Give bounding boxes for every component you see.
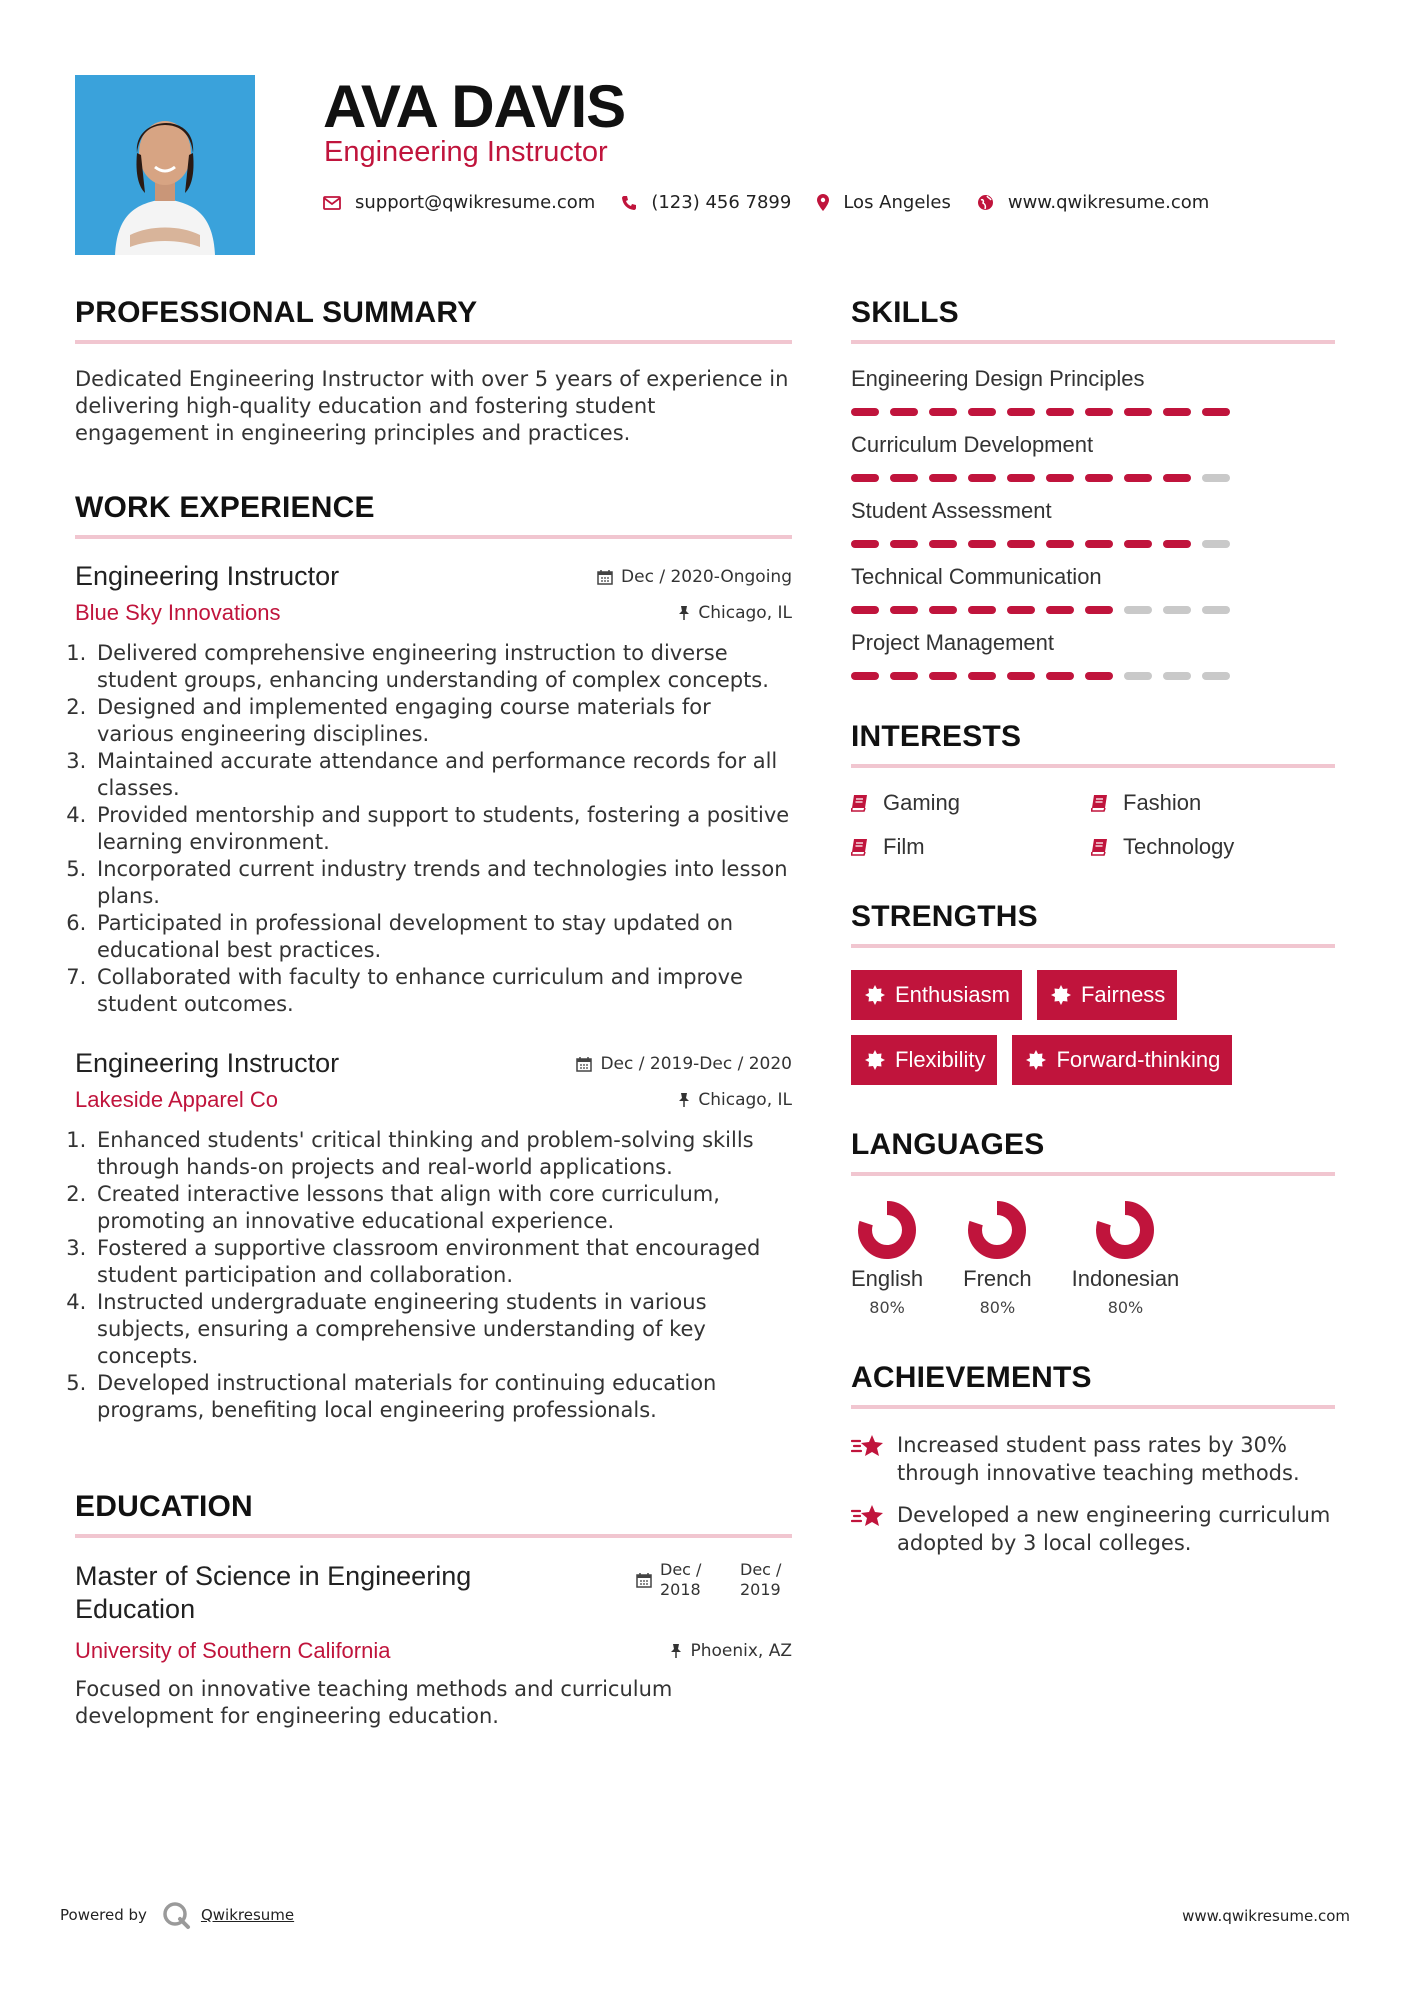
skill-name: Student Assessment bbox=[851, 498, 1052, 523]
list-item: 4. Provided mentorship and support to students, fostering a positive learning environment. bbox=[93, 802, 792, 856]
job-location-text: Chicago, IL bbox=[698, 1090, 792, 1110]
skill-dash-filled bbox=[1124, 408, 1152, 416]
calendar-icon bbox=[576, 1056, 592, 1072]
skill-dash-filled bbox=[1163, 540, 1191, 548]
skill-dash-filled bbox=[1124, 474, 1152, 482]
pushpin-icon bbox=[678, 1092, 690, 1108]
list-item: 7. Collaborated with faculty to enhance curriculum and improve student outcomes. bbox=[93, 964, 792, 1018]
skill-dash-filled bbox=[968, 408, 996, 416]
list-item: 5. Incorporated current industry trends and technologies into lesson plans. bbox=[93, 856, 792, 910]
education-section bbox=[75, 1490, 792, 1730]
achievement-item bbox=[851, 1501, 1335, 1557]
skill-dash-filled bbox=[1007, 540, 1035, 548]
skill-dash-filled bbox=[968, 672, 996, 680]
language-item bbox=[851, 1198, 923, 1317]
interests-section bbox=[851, 720, 1335, 860]
footer-url[interactable]: www.qwikresume.com bbox=[1182, 1907, 1350, 1925]
strength-label: Flexibility bbox=[895, 1047, 986, 1072]
skill-dash-filled bbox=[1007, 672, 1035, 680]
language-progress-arc bbox=[975, 1208, 1019, 1252]
skill-name: Project Management bbox=[851, 630, 1054, 655]
list-item: 1. Delivered comprehensive engineering instruction to diverse student groups, enhancing understanding of complex concepts. bbox=[93, 640, 792, 694]
book-icon bbox=[851, 838, 869, 856]
company-name: Blue Sky Innovations bbox=[75, 600, 281, 625]
education-start: Dec / 2018 bbox=[660, 1560, 702, 1599]
language-item bbox=[1072, 1198, 1180, 1317]
language-progress-ring bbox=[855, 1198, 919, 1262]
language-name: English bbox=[851, 1266, 924, 1291]
strengths-heading: STRENGTHS bbox=[851, 900, 1335, 948]
skills-heading: SKILLS bbox=[851, 296, 1335, 344]
badge-star-icon bbox=[1026, 1050, 1046, 1070]
shooting-star-icon bbox=[851, 1433, 885, 1459]
language-item bbox=[963, 1198, 1031, 1317]
skill-dash-filled bbox=[1046, 606, 1074, 614]
skill-dash-filled bbox=[1163, 474, 1191, 482]
strength-badge bbox=[851, 1035, 997, 1085]
interests-heading: INTERESTS bbox=[851, 720, 1335, 768]
strengths-list bbox=[851, 970, 1335, 1100]
skills-list bbox=[851, 366, 1335, 680]
job-dates bbox=[597, 567, 792, 587]
map-pin-icon bbox=[817, 194, 829, 211]
skill-dash-filled bbox=[968, 540, 996, 548]
skill-dash-filled bbox=[851, 606, 879, 614]
interest-label: Gaming bbox=[883, 790, 961, 815]
language-percent: 80% bbox=[869, 1298, 905, 1317]
list-item: 2. Created interactive lessons that align with core curriculum, promoting an innovative educational experience. bbox=[93, 1181, 792, 1235]
contact-location bbox=[817, 192, 951, 213]
interest-label: Film bbox=[883, 834, 925, 859]
list-item: 4. Instructed undergraduate engineering students in various subjects, ensuring a comprehensive understanding of key concepts. bbox=[93, 1289, 792, 1370]
skill-dash-filled bbox=[1046, 408, 1074, 416]
skill-name: Technical Communication bbox=[851, 564, 1102, 589]
calendar-icon bbox=[636, 1572, 652, 1588]
skill-dash-filled bbox=[968, 606, 996, 614]
skill-dash-filled bbox=[1085, 606, 1113, 614]
skill-dash-empty bbox=[1163, 672, 1191, 680]
skill-dash-filled bbox=[1202, 408, 1230, 416]
skill-dash-filled bbox=[890, 540, 918, 548]
skill-dash-empty bbox=[1202, 540, 1230, 548]
achievement-item bbox=[851, 1431, 1335, 1487]
powered-by-label: Powered by bbox=[60, 1906, 147, 1924]
book-icon bbox=[851, 794, 869, 812]
skill-dash-filled bbox=[851, 672, 879, 680]
language-name: French bbox=[963, 1266, 1032, 1291]
experience-section bbox=[75, 491, 792, 1424]
skill-dash-filled bbox=[890, 672, 918, 680]
pushpin-icon bbox=[670, 1643, 682, 1659]
job-title: Engineering Instructor bbox=[75, 1048, 340, 1078]
website-text: www.qwikresume.com bbox=[1007, 192, 1210, 213]
skill-dash-empty bbox=[1202, 672, 1230, 680]
profile-photo bbox=[75, 75, 255, 255]
skill-item bbox=[851, 432, 1335, 482]
skill-dash-filled bbox=[968, 474, 996, 482]
list-item: 3. Maintained accurate attendance and performance records for all classes. bbox=[93, 748, 792, 802]
skill-dash-filled bbox=[1085, 672, 1113, 680]
skill-dash-filled bbox=[1046, 474, 1074, 482]
skill-dash-filled bbox=[851, 540, 879, 548]
language-name: Indonesian bbox=[1071, 1266, 1180, 1291]
skill-dash-filled bbox=[851, 474, 879, 482]
language-progress-arc bbox=[865, 1208, 909, 1252]
languages-list bbox=[851, 1198, 1335, 1317]
skill-dash-filled bbox=[890, 474, 918, 482]
interest-label: Fashion bbox=[1123, 790, 1202, 815]
strength-label: Fairness bbox=[1080, 982, 1166, 1007]
skill-level-meter bbox=[851, 606, 1335, 614]
interest-item bbox=[1091, 790, 1331, 816]
skill-dash-filled bbox=[890, 408, 918, 416]
language-percent: 80% bbox=[1107, 1298, 1144, 1317]
badge-star-icon bbox=[1051, 985, 1071, 1005]
skill-level-meter bbox=[851, 540, 1335, 548]
summary-text: Dedicated Engineering Instructor with over 5 years of experience in delivering high-quality education and fostering student engagement in engineering principles and practices. bbox=[75, 367, 789, 445]
skill-item bbox=[851, 366, 1335, 416]
contact-email[interactable] bbox=[323, 192, 595, 213]
skill-dash-filled bbox=[1124, 540, 1152, 548]
skill-dash-filled bbox=[1163, 408, 1191, 416]
shooting-star-icon bbox=[851, 1503, 885, 1529]
strength-badge bbox=[851, 970, 1022, 1020]
envelope-icon bbox=[323, 196, 341, 210]
summary-section bbox=[75, 296, 792, 447]
skill-dash-filled bbox=[1007, 408, 1035, 416]
pushpin-icon bbox=[678, 605, 690, 621]
achievements-heading: ACHIEVEMENTS bbox=[851, 1361, 1335, 1409]
achievements-section bbox=[851, 1361, 1335, 1557]
degree-title: Master of Science in Engineering Education bbox=[75, 1561, 472, 1624]
qwikresume-logo-icon bbox=[161, 1900, 191, 1930]
skill-dash-filled bbox=[929, 606, 957, 614]
interest-label: Technology bbox=[1123, 834, 1235, 859]
education-description: Focused on innovative teaching methods and curriculum development for engineering education. bbox=[75, 1677, 673, 1728]
company-name: Lakeside Apparel Co bbox=[75, 1087, 279, 1112]
job-dates-text: Dec / 2019-Dec / 2020 bbox=[600, 1054, 792, 1074]
education-location-text: Phoenix, AZ bbox=[690, 1641, 792, 1661]
skills-section bbox=[851, 296, 1335, 680]
achievement-text: Developed a new engineering curriculum adopted by 3 local colleges. bbox=[897, 1503, 1331, 1555]
skill-dash-filled bbox=[851, 408, 879, 416]
contact-website[interactable] bbox=[977, 192, 1209, 213]
skill-dash-filled bbox=[929, 540, 957, 548]
achievement-text: Increased student pass rates by 30% through innovative teaching methods. bbox=[897, 1433, 1300, 1485]
strength-label: Enthusiasm bbox=[895, 982, 1010, 1007]
skill-dash-filled bbox=[1085, 540, 1113, 548]
candidate-name: AVA DAVIS bbox=[323, 73, 626, 140]
interest-item bbox=[1091, 834, 1331, 860]
skill-dash-filled bbox=[929, 474, 957, 482]
badge-star-icon bbox=[865, 1050, 885, 1070]
job-location-text: Chicago, IL bbox=[698, 603, 792, 623]
job-bullets bbox=[75, 1127, 792, 1424]
job-dates-text: Dec / 2020-Ongoing bbox=[621, 567, 792, 587]
list-item: 2. Designed and implemented engaging course materials for various engineering disciplines. bbox=[93, 694, 792, 748]
job-dates bbox=[576, 1054, 792, 1074]
brand-link[interactable]: Qwikresume bbox=[200, 1906, 295, 1924]
book-icon bbox=[1091, 794, 1109, 812]
book-icon bbox=[1091, 838, 1109, 856]
school-name: University of Southern California bbox=[75, 1638, 391, 1663]
strength-label: Forward-thinking bbox=[1056, 1047, 1221, 1072]
skill-dash-filled bbox=[1007, 474, 1035, 482]
candidate-role: Engineering Instructor bbox=[324, 136, 608, 168]
education-heading: EDUCATION bbox=[75, 1490, 792, 1538]
location-text: Los Angeles bbox=[843, 192, 951, 213]
job-bullets bbox=[75, 640, 792, 1018]
skill-level-meter bbox=[851, 408, 1335, 416]
education-dates bbox=[636, 1560, 792, 1600]
languages-heading: LANGUAGES bbox=[851, 1128, 1335, 1176]
summary-heading: PROFESSIONAL SUMMARY bbox=[75, 296, 792, 344]
skill-item bbox=[851, 498, 1335, 548]
skill-dash-filled bbox=[890, 606, 918, 614]
list-item: 5. Developed instructional materials for continuing education programs, benefiting local engineering professionals. bbox=[93, 1370, 792, 1424]
education-end: Dec / 2019 bbox=[740, 1560, 782, 1599]
globe-icon bbox=[977, 194, 994, 211]
interest-item bbox=[851, 790, 1091, 816]
strength-badge bbox=[1037, 970, 1177, 1020]
language-percent: 80% bbox=[979, 1298, 1016, 1317]
job-entry bbox=[75, 561, 792, 1018]
job-title: Engineering Instructor bbox=[75, 561, 340, 591]
interest-item bbox=[851, 834, 1091, 860]
skill-dash-empty bbox=[1163, 606, 1191, 614]
language-progress-ring bbox=[1093, 1198, 1157, 1262]
right-column bbox=[851, 296, 1335, 1571]
phone-text: (123) 456 7899 bbox=[651, 192, 792, 213]
skill-dash-empty bbox=[1202, 474, 1230, 482]
languages-section bbox=[851, 1128, 1335, 1317]
left-column bbox=[75, 296, 792, 1730]
skill-dash-filled bbox=[1046, 540, 1074, 548]
skill-item bbox=[851, 564, 1335, 614]
skill-dash-filled bbox=[1085, 474, 1113, 482]
skill-dash-filled bbox=[1085, 408, 1113, 416]
skill-dash-empty bbox=[1202, 606, 1230, 614]
language-progress-ring bbox=[965, 1198, 1029, 1262]
strength-badge bbox=[1012, 1035, 1232, 1085]
skill-level-meter bbox=[851, 672, 1335, 680]
job-location bbox=[678, 1090, 792, 1110]
contact-bar bbox=[323, 192, 1235, 213]
list-item: 3. Fostered a supportive classroom environment that encouraged student participation and collaboration. bbox=[93, 1235, 792, 1289]
job-location bbox=[678, 603, 792, 623]
experience-heading: WORK EXPERIENCE bbox=[75, 491, 792, 539]
skill-dash-empty bbox=[1124, 672, 1152, 680]
list-item: 1. Enhanced students' critical thinking and problem-solving skills through hands-on projects and real-world applications. bbox=[93, 1127, 792, 1181]
skill-dash-filled bbox=[1007, 606, 1035, 614]
job-entry bbox=[75, 1048, 792, 1424]
skill-name: Engineering Design Principles bbox=[851, 366, 1145, 391]
list-item: 6. Participated in professional development to stay updated on educational best practices. bbox=[93, 910, 792, 964]
language-progress-arc bbox=[1103, 1208, 1147, 1252]
skill-dash-filled bbox=[929, 672, 957, 680]
skill-level-meter bbox=[851, 474, 1335, 482]
skill-dash-empty bbox=[1124, 606, 1152, 614]
contact-phone[interactable] bbox=[621, 192, 791, 213]
interests-grid bbox=[851, 790, 1335, 860]
education-location bbox=[670, 1641, 792, 1661]
email-text: support@qwikresume.com bbox=[355, 192, 596, 213]
strengths-section bbox=[851, 900, 1335, 1100]
skill-item bbox=[851, 630, 1335, 680]
skill-name: Curriculum Development bbox=[851, 432, 1094, 457]
badge-star-icon bbox=[865, 985, 885, 1005]
phone-icon bbox=[621, 195, 637, 211]
skill-dash-filled bbox=[1046, 672, 1074, 680]
skill-dash-filled bbox=[929, 408, 957, 416]
footer-powered-by bbox=[60, 1900, 294, 1930]
calendar-icon bbox=[597, 569, 613, 585]
